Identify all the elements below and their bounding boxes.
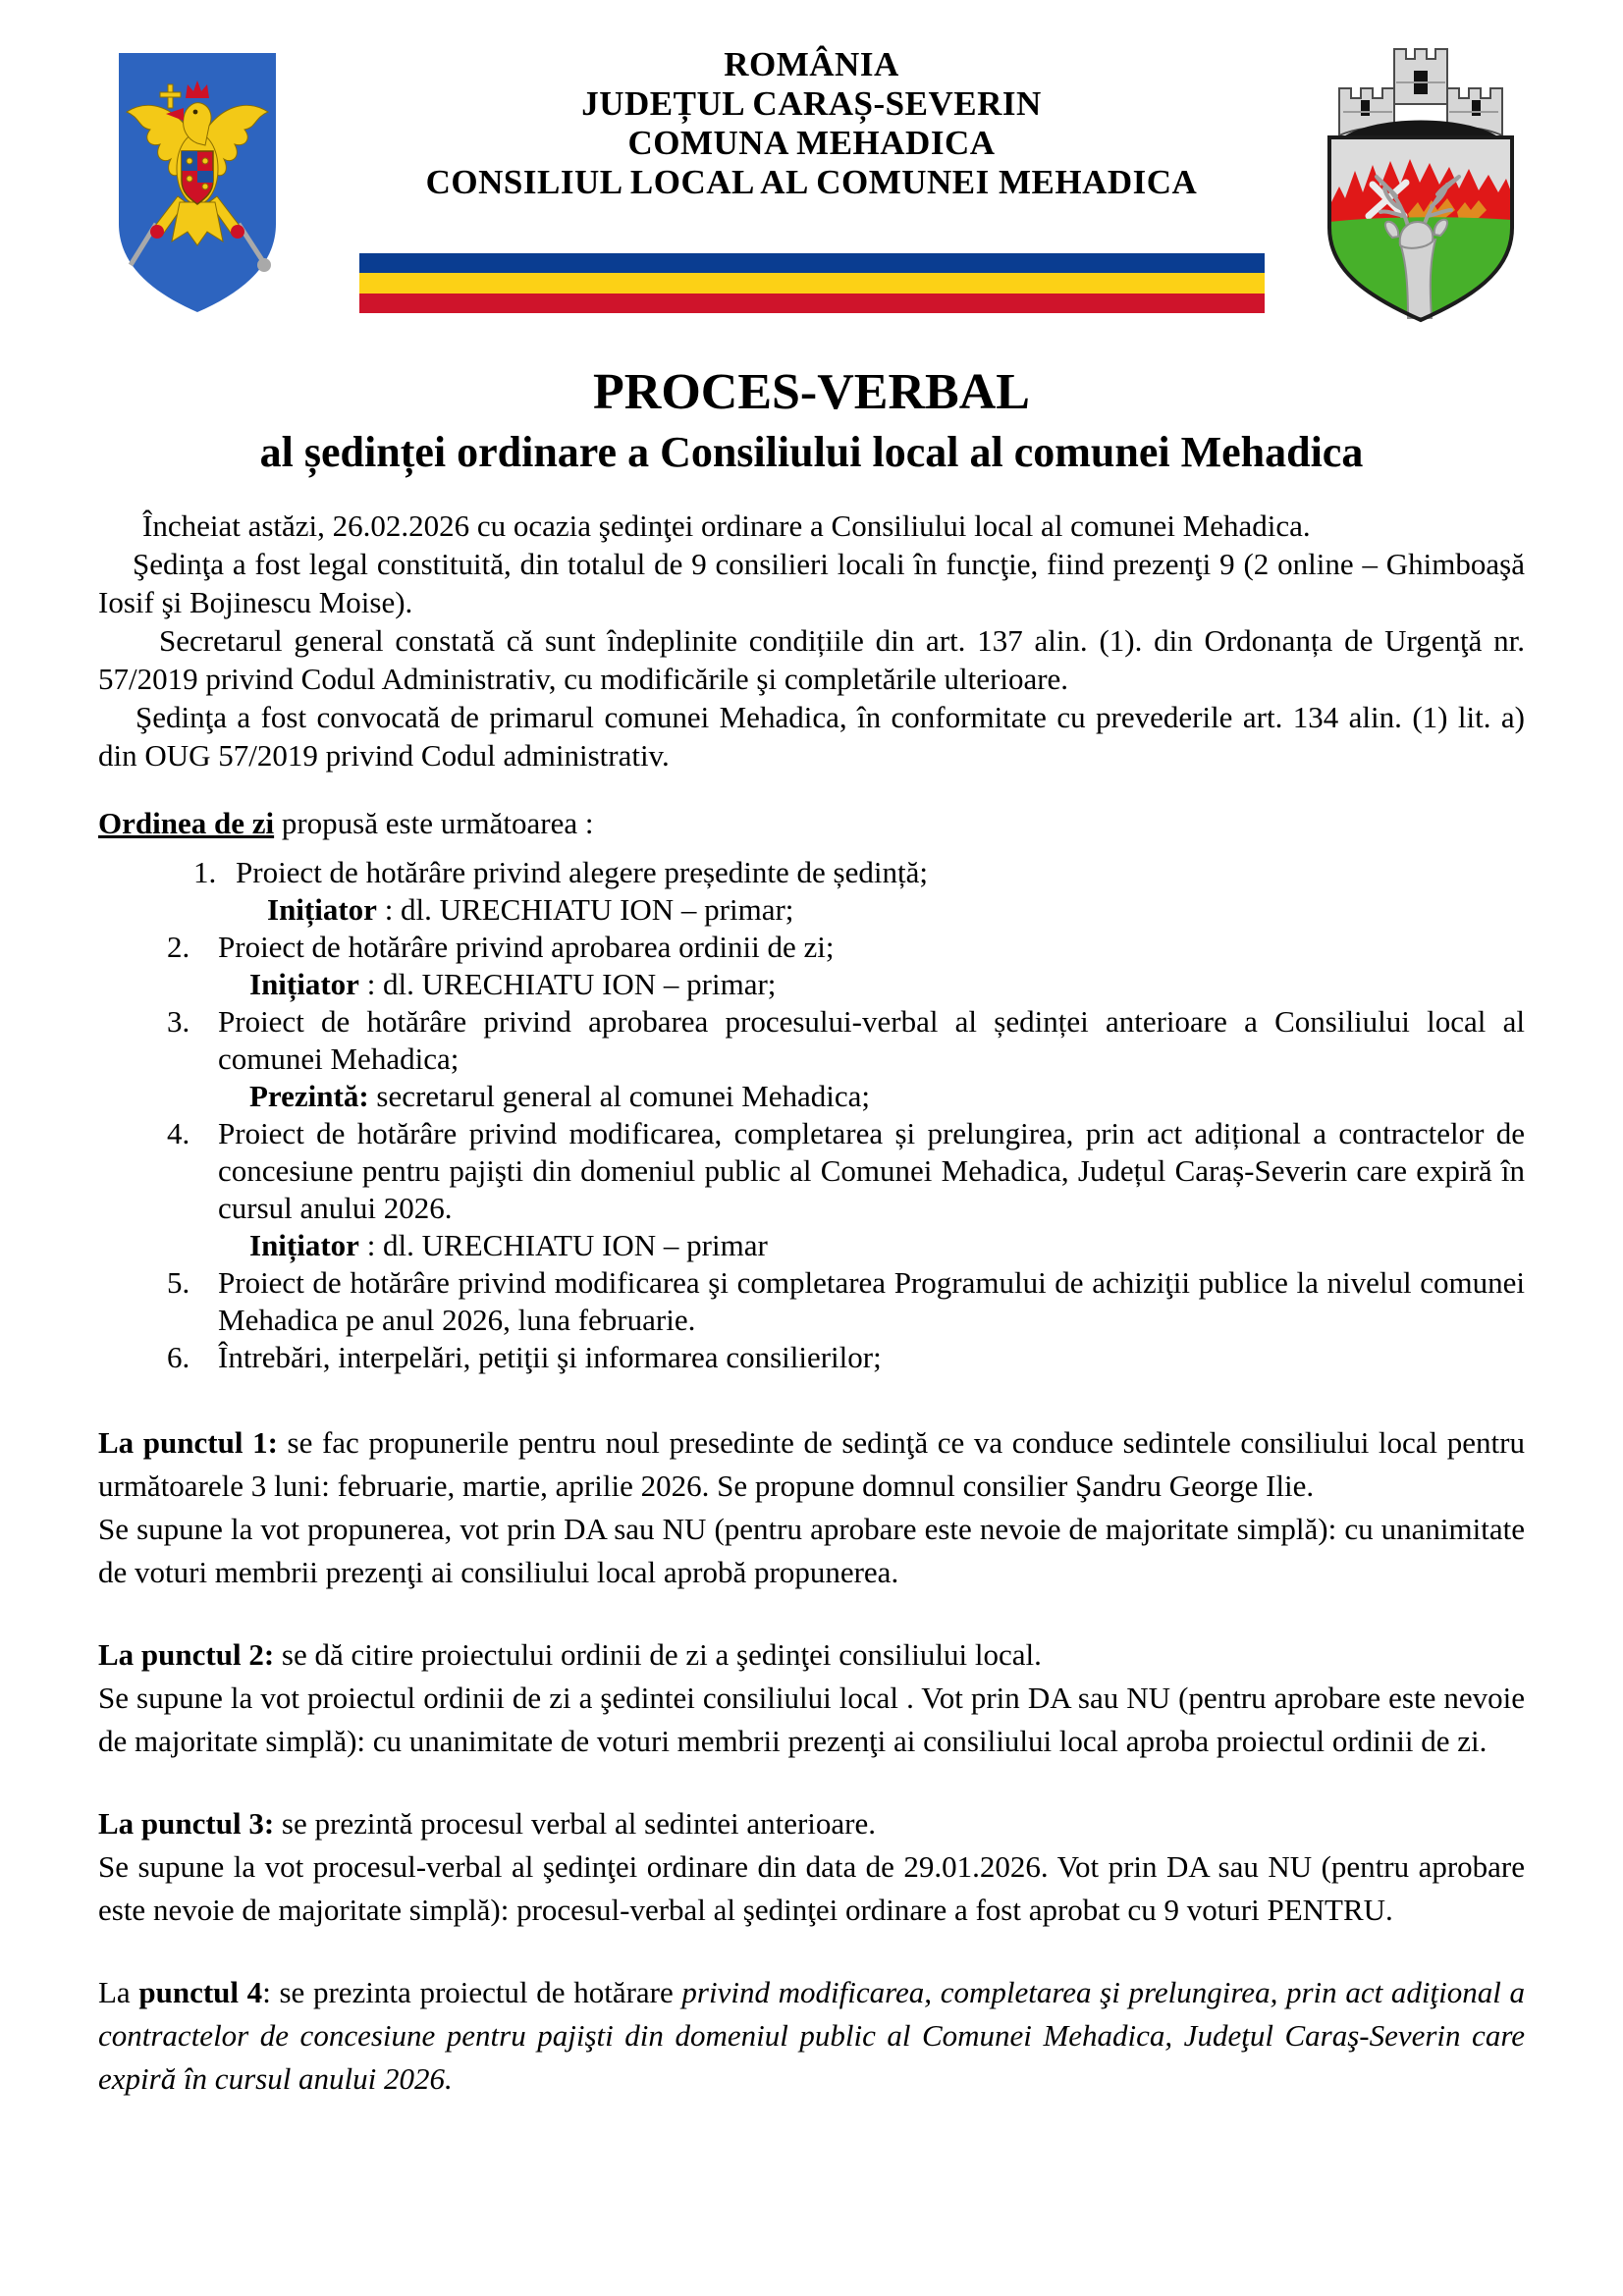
agenda-item-initiator: Inițiator : dl. URECHIATU ION – primar; <box>249 967 777 1001</box>
agenda-item-number: 6. <box>167 1340 190 1374</box>
agenda-item-4 <box>98 1115 1525 1264</box>
intro-paragraph: Încheiat astăzi, 26.02.2026 cu ocazia şedinţei ordinare a Consiliului local al comunei Mehadica. <box>142 508 1311 543</box>
agenda-item-text: Proiect de hotărâre privind aprobarea ordinii de zi; <box>218 930 835 964</box>
agenda-item-initiator: Inițiator : dl. URECHIATU ION – primar; <box>267 892 794 927</box>
header-line-country: ROMÂNIA <box>724 45 899 83</box>
agenda-item-number: 3. <box>167 1004 190 1039</box>
header-line-commune: COMUNA MEHADICA <box>627 124 996 162</box>
intro-paragraphs <box>98 507 1525 774</box>
agenda-item-3 <box>98 1003 1525 1115</box>
agenda-heading: Ordinea de zi propusă este următoarea : <box>98 806 594 840</box>
header-line-council: CONSILIUL LOCAL AL COMUNEI MEHADICA <box>425 163 1198 201</box>
section-paragraph: Se supune la vot proiectul ordinii de zi a şedintei consiliului local . Vot prin DA sau NU (pentru aprobare este nevoie de majoritate simplă): cu unanimitate de voturi membrii prezenţi ai consiliului local aproba proiectul ordinii de zi. <box>98 1681 1525 1758</box>
section-paragraph: La punctul 1: se fac propunerile pentru noul presedinte de sedinţă ce va conduce sedintele consiliului local pentru următoarele 3 luni: februarie, martie, aprilie 2026. Se propune domnul consilier Şandru George Ilie. <box>98 1425 1525 1503</box>
agenda-item-text: Proiect de hotărâre privind modificarea şi completarea Programului de achiziţii publice la nivelul comunei Mehadica pe anul 2026, luna februarie. <box>218 1265 1525 1337</box>
flag-stripe-red <box>359 294 1265 313</box>
section-paragraph: Se supune la vot procesul-verbal al şedinţei ordinare din data de 29.01.2026. Vot prin DA sau NU (pentru aprobare este nevoie de majoritate simplă): procesul-verbal al şedinţei ordinare a fost aprobat cu 9 voturi PENTRU. <box>98 1849 1525 1927</box>
agenda-item-text: Întrebări, interpelări, petiţii şi informarea consilierilor; <box>218 1340 882 1374</box>
agenda-item-text: Proiect de hotărâre privind aprobarea procesului-verbal al ședinței anterioare a Consiliului local al comunei Mehadica; <box>218 1004 1525 1076</box>
agenda-item-1 <box>98 854 1525 929</box>
agenda-item-number: 5. <box>167 1265 190 1300</box>
header-text <box>295 45 1328 202</box>
section-point-1 <box>98 1421 1525 1594</box>
agenda-item-initiator: Inițiator : dl. URECHIATU ION – primar <box>249 1228 768 1262</box>
flag-stripe-blue <box>359 253 1265 273</box>
minutes-sections <box>98 1421 1525 2101</box>
section-point-4 <box>98 1971 1525 2101</box>
section-point-3 <box>98 1802 1525 1932</box>
agenda-item-number: 4. <box>167 1116 190 1150</box>
mehadica-coat-of-arms-icon <box>1314 39 1528 326</box>
section-paragraph: La punctul 4: se prezinta proiectul de hotărare privind modificarea, completarea şi prelungirea, prin act adiţional a contractelor de concesiune pentru pajişti din domeniul public al Comunei Mehadica, Judeţul Caraş-Severin care expiră în cursul anului 2026. <box>98 1975 1525 2096</box>
agenda-item-text: Proiect de hotărâre privind alegere președinte de ședință; <box>236 855 928 889</box>
document-title-block <box>0 365 1623 477</box>
agenda <box>98 804 1525 1376</box>
intro-paragraph: Şedinţa a fost legal constituită, din totalul de 9 consilieri locali în funcţie, fiind prezenţi 9 (2 online – Ghimboaşă Iosif şi Bojinescu Moise). <box>98 547 1525 619</box>
romanian-flag-band <box>359 253 1265 313</box>
intro-paragraph: Secretarul general constată că sunt îndeplinite condițiile din art. 137 alin. (1). din Ordonanța de Urgenţă nr. 57/2019 privind Codul Administrativ, cu modificările şi completările ulterioare. <box>98 623 1525 696</box>
agenda-item-number: 2. <box>167 930 190 964</box>
section-paragraph: Se supune la vot propunerea, vot prin DA sau NU (pentru aprobare este nevoie de majoritate simplă): cu unanimitate de voturi membrii prezenţi ai consiliului local aprobă propunerea. <box>98 1512 1525 1589</box>
agenda-item-text: Proiect de hotărâre privind modificarea, completarea și prelungirea, prin act adițional a contractelor de concesiune pentru pajişti din domeniul public al Comunei Mehadica, Județul Caraș-Severin care expiră în cursul anului 2026. <box>218 1116 1525 1225</box>
intro-paragraph: Şedinţa a fost convocată de primarul comunei Mehadica, în conformitate cu prevederile art. 134 alin. (1) lit. a) din OUG 57/2019 privind Codul administrativ. <box>98 700 1525 773</box>
document-subtitle: al ședinței ordinare a Consiliului local al comunei Mehadica <box>259 428 1364 476</box>
agenda-item-6 <box>98 1339 1525 1376</box>
agenda-list <box>98 854 1525 1376</box>
header-line-county: JUDEȚUL CARAȘ-SEVERIN <box>581 84 1042 123</box>
agenda-item-5 <box>98 1264 1525 1339</box>
section-paragraph: La punctul 2: se dă citire proiectului ordinii de zi a şedinţei consiliului local. <box>98 1637 1042 1672</box>
agenda-item-2 <box>98 929 1525 1003</box>
document-header <box>0 0 1623 314</box>
romania-coat-of-arms-icon <box>113 49 282 316</box>
section-paragraph: La punctul 3: se prezintă procesul verbal al sedintei anterioare. <box>98 1806 876 1841</box>
agenda-item-presenter: Prezintă: secretarul general al comunei Mehadica; <box>249 1079 871 1113</box>
flag-stripe-yellow <box>359 273 1265 293</box>
section-point-2 <box>98 1633 1525 1763</box>
document-title: PROCES-VERBAL <box>593 364 1030 420</box>
agenda-item-number: 1. <box>193 855 217 889</box>
